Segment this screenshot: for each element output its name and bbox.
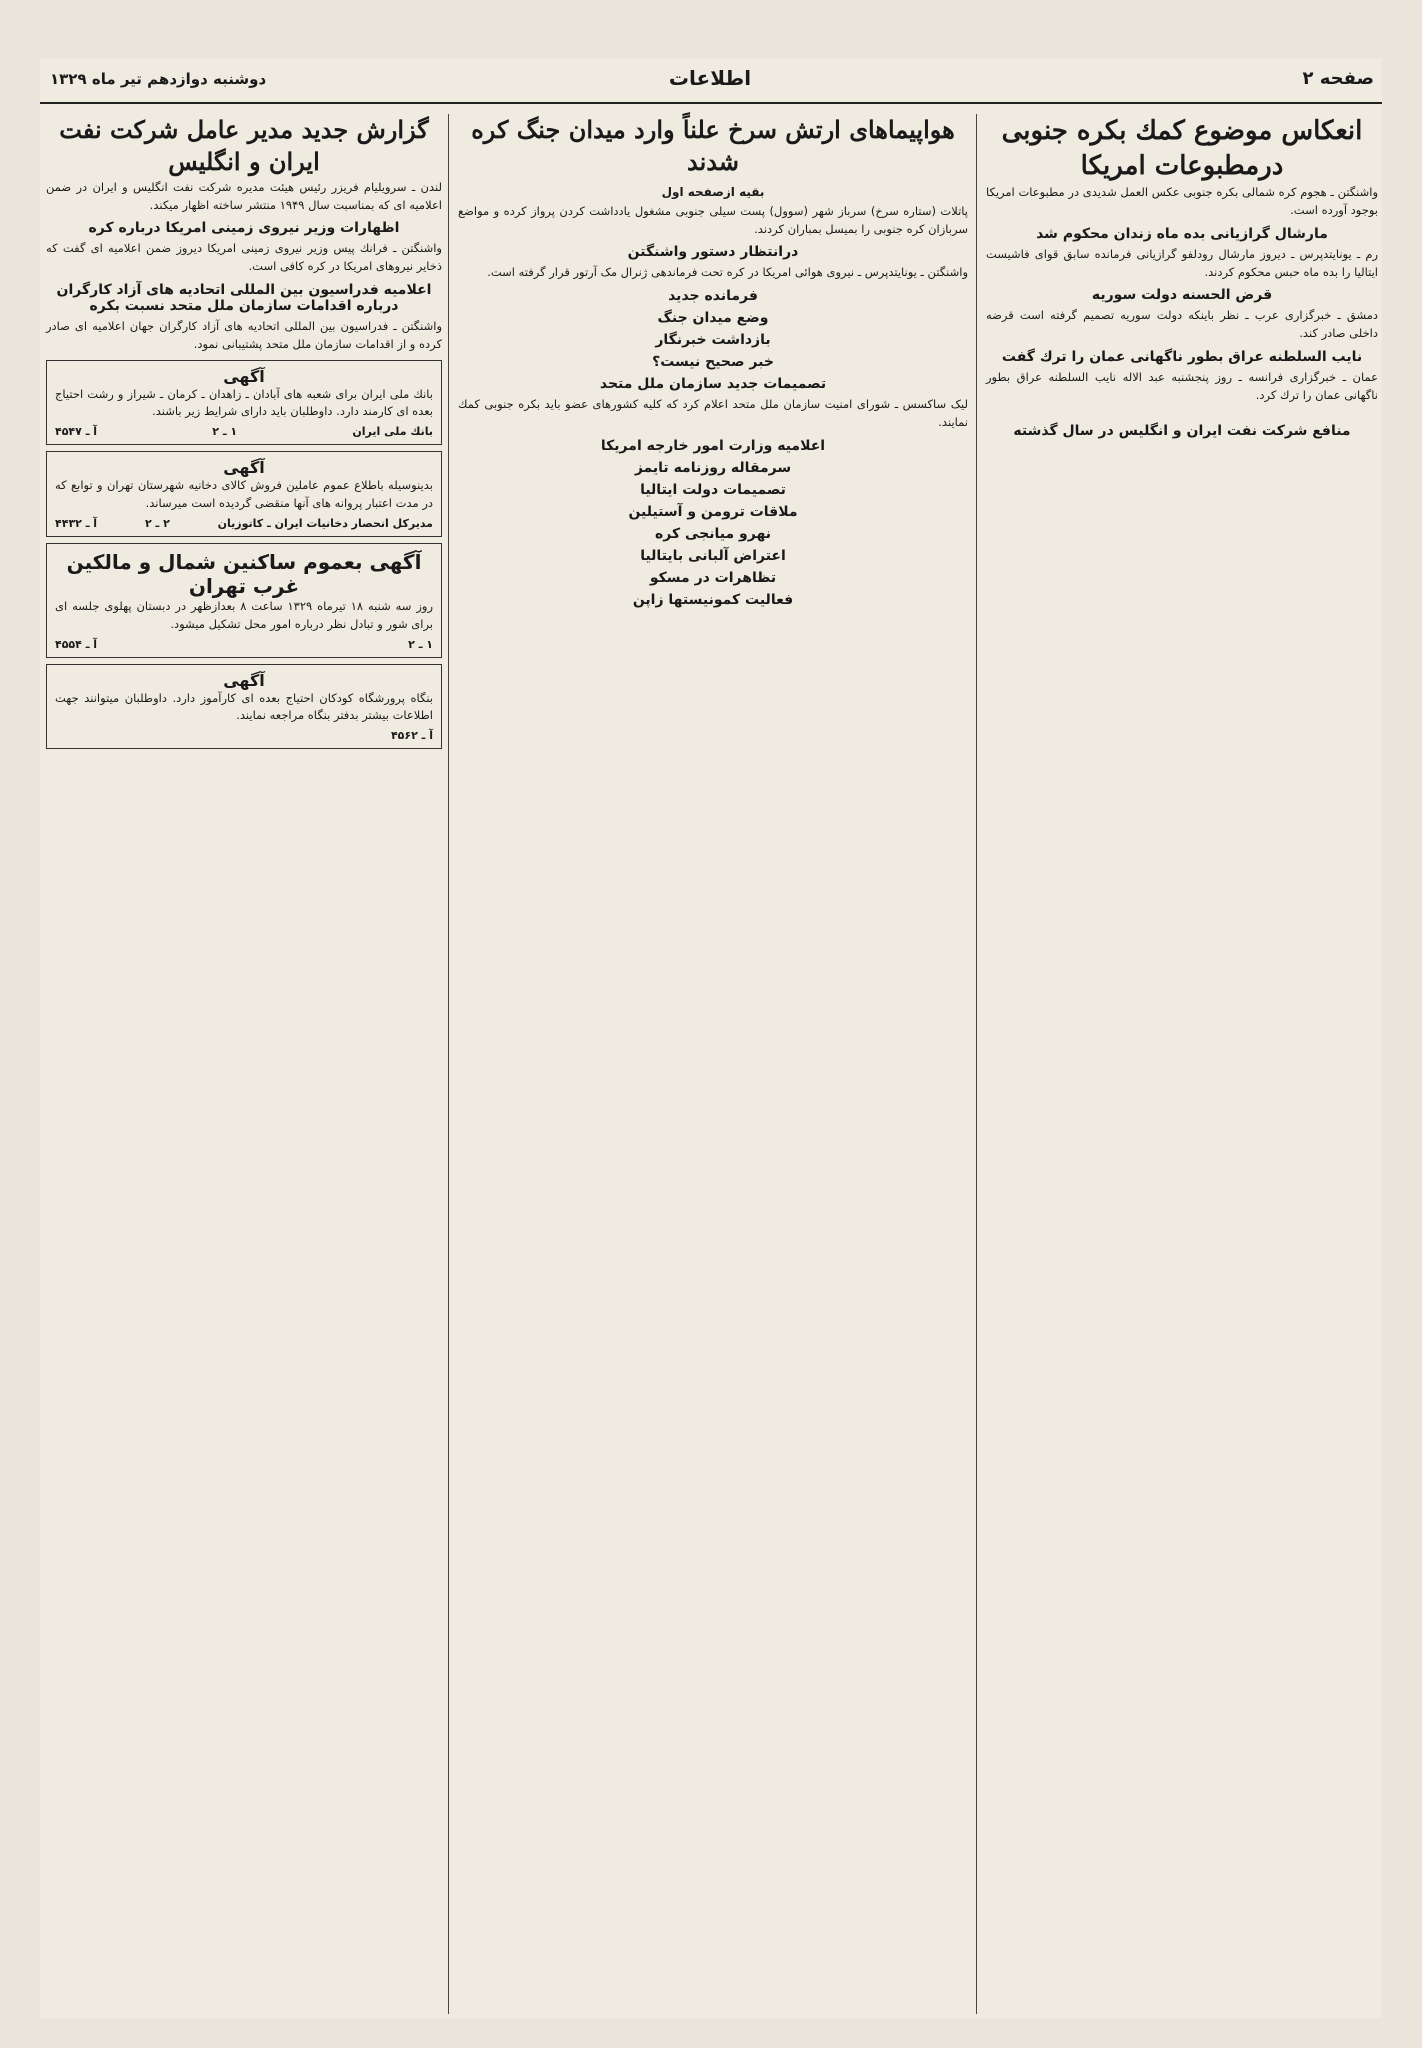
subhead-oil-profits: منافع شرکت نفت ایران و انگلیس در سال گذشته xyxy=(1013,422,1351,439)
ad-signature: بانك ملی ایران xyxy=(352,425,433,439)
subhead-italy-decisions: تصمیمات دولت ایتالیا xyxy=(640,481,786,498)
ad-title: آگهی xyxy=(223,458,265,478)
subhead-washington-orders: درانتظار دستور واشنگتن xyxy=(627,244,799,261)
ad-reference: آ ـ ۴۵۶۲ xyxy=(390,729,433,743)
paper-name: اطلاعات xyxy=(668,66,752,90)
masthead xyxy=(40,58,1382,104)
ad-footer xyxy=(55,729,433,742)
headline-oil-report: گزارش جدید مدیر عامل شرکت نفت ایران و انگلیس xyxy=(59,115,429,177)
ad-reference: آ ـ ۴۵۵۴ xyxy=(55,637,98,651)
subhead-labor-federation: اعلامیه فدراسیون بین المللی اتحادیه های آزاد کارگران درباره اقدامات سازمان ملل متحد نسبت بکره xyxy=(56,282,432,315)
ad-north-tehran xyxy=(46,543,442,658)
ad-footer xyxy=(55,425,433,438)
subhead-state-dept: اعلامیه وزارت امور خارجه امریکا xyxy=(600,437,826,454)
article-lead: واشنگتن ـ هجوم کره شمالی بکره جنوبی عکس العمل شدیدی در مطبوعات امریکا بوجود آورده است. xyxy=(986,185,1378,217)
ad-number: ۱ ـ ۲ xyxy=(212,425,238,439)
ad-title: آگهی xyxy=(223,366,265,386)
subhead-new-commander: فرمانده جدید xyxy=(668,288,758,305)
ad-text: بانك ملی ایران برای شعبه های آبادان ـ زاهدان ـ کرمان ـ شیراز و رشت احتیاج بعده ای کارمند دارد. داوطلبان باید دارای شرایط زیر باشند. xyxy=(55,386,433,419)
ad-bank-melli xyxy=(46,360,442,446)
subhead-army-secretary: اظهارات وزیر نیروی زمینی امریکا درباره کره xyxy=(88,220,400,237)
ad-number: ۱ ـ ۲ xyxy=(408,637,433,651)
article-washington-orders: واشنگتن ـ یونایتدپرس ـ نیروی هوائی امریکا در کره تحت فرماندهی ژنرال مک آرتور قرار گرفته است. xyxy=(487,265,968,280)
ad-tobacco xyxy=(46,451,442,537)
ad-signature: مدیرکل انحصار دخانیات ایران ـ کاتوزیان xyxy=(217,516,433,530)
ad-footer xyxy=(55,638,433,651)
newspaper-page xyxy=(40,58,1382,2018)
continued-label: بقیه ازصفحه اول xyxy=(661,184,765,199)
column-rule xyxy=(976,114,977,2014)
headline-korea-press: انعکاس موضوع کمك بکره جنوبی درمطبوعات امریکا xyxy=(1001,116,1363,182)
subhead-graziani: مارشال گرازیانی بده ماه زندان محکوم شد xyxy=(1036,225,1328,242)
ad-text: بنگاه پرورشگاه کودکان احتیاج بعده ای کارآموز دارد. داوطلبان میتوانند جهت اطلاعات بیشتر بدفتر بنگاه مراجعه نمایند. xyxy=(55,690,433,723)
ad-title: آگهی بعموم ساکنین شمال و مالکین غرب تهران xyxy=(66,549,422,598)
ad-orphanage xyxy=(46,664,442,750)
article-syria-loan: دمشق ـ خبرگزاری عرب ـ نظر باینکه دولت سوریه تصمیم گرفته است قرضه داخلی صادر کند. xyxy=(986,308,1378,341)
subhead-times-editorial: سرمقاله روزنامه تایمز xyxy=(634,459,792,476)
ad-reference: آ ـ ۴۴۳۲ xyxy=(55,516,98,530)
ad-text: بدینوسیله باطلاع عموم عاملین فروش کالای دخانیه شهرستان تهران و توابع که در مدت اعتبار پروانه های آنها منقضی گردیده است میرساند. xyxy=(55,478,433,511)
subhead-truman-meeting: ملاقات ترومن و آستیلین xyxy=(628,503,798,520)
ad-text: روز سه شنبه ۱۸ تیرماه ۱۳۲۹ ساعت ۸ بعدازظهر در دبستان پهلوی جلسه ای برای شور و تبادل نظر درباره امور محل تشکیل میشود. xyxy=(55,598,433,631)
article-army-secretary: واشنگتن ـ فرانك پیس وزیر نیروی زمینی امریکا دیروز ضمن اعلامیه ای گفت که ذخایر نیروهای امریکا در کره کافی است. xyxy=(46,241,442,274)
subhead-albania-protest: اعتراض آلبانی بایتالیا xyxy=(640,547,786,564)
column-left xyxy=(46,114,442,749)
headline-soviet-planes: هواپیماهای ارتش سرخ علناً وارد میدان جنگ کره شدند xyxy=(471,115,955,177)
column-rule xyxy=(448,114,449,2014)
subhead-reporter-arrest: بازداشت خبرنگار xyxy=(655,332,771,349)
issue-date: دوشنبه دوازدهم تیر ماه ۱۳۲۹ xyxy=(50,70,267,88)
subhead-un-decisions: تصمیمات جدید سازمان ملل متحد xyxy=(599,376,827,393)
ad-footer xyxy=(55,517,433,530)
subhead-nehru: نهرو میانجی کره xyxy=(655,525,771,542)
ad-number: ۲ ـ ۲ xyxy=(144,516,170,530)
page-number: صفحه ۲ xyxy=(1302,68,1374,89)
article-graziani: رم ـ یونایتدپرس ـ دیروز مارشال رودلفو گرازیانی فرمانده سابق قوای فاشیست ایتالیا را بده ماه حبس محکوم کردند. xyxy=(986,246,1378,279)
column-right xyxy=(986,114,1378,443)
article-un-decisions: لیک ساکسس ـ شورای امنیت سازمان ملل متحد اعلام کرد که کلیه کشورهای عضو باید بکره جنوبی کمك نمایند. xyxy=(458,397,968,430)
subhead-syria-loan: قرض الحسنه دولت سوریه xyxy=(1091,287,1273,304)
article-oil-report: لندن ـ سرویلیام فریزر رئیس هیئت مدیره شرکت نفت انگلیس و ایران در ضمن اعلامیه ای که بمناسبت سال ۱۹۴۹ منتشر ساخته اظهار میکند. xyxy=(46,179,442,212)
ad-reference: آ ـ ۴۵۴۷ xyxy=(55,425,98,439)
subhead-news-false: خبر صحیح نیست؟ xyxy=(652,354,774,371)
article-labor-federation: واشنگتن ـ فدراسیون بین المللی اتحادیه های آزاد کارگران جهان اعلامیه ای صادر کرده و از اقدامات سازمان ملل متحد پشتیبانی نمود. xyxy=(46,319,442,351)
column-middle xyxy=(458,114,968,612)
subhead-iraq-regent: نایب السلطنه عراق بطور ناگهانی عمان را ترك گفت xyxy=(1001,349,1363,366)
article-soviet-planes: پاتلات (ستاره سرخ) سرباز شهر (سوول) پست سیلی جنوبی مشغول یادداشت کردن پرواز کرده و مواضع سربازان کره جنوبی را بمیسل بمباران کردند. xyxy=(458,203,968,236)
subhead-battlefield: وضع میدان جنگ xyxy=(657,310,769,327)
subhead-moscow-demo: تظاهرات در مسکو xyxy=(649,569,777,586)
subhead-japan-communists: فعالیت کمونیستها زاپن xyxy=(632,591,794,608)
article-iraq-regent: عمان ـ خبرگزاری فرانسه ـ روز پنجشنبه عبد الاله نایب السلطنه عراق بطور ناگهانی عمان را ترك کرد. xyxy=(986,370,1378,402)
ad-title: آگهی xyxy=(223,670,265,690)
